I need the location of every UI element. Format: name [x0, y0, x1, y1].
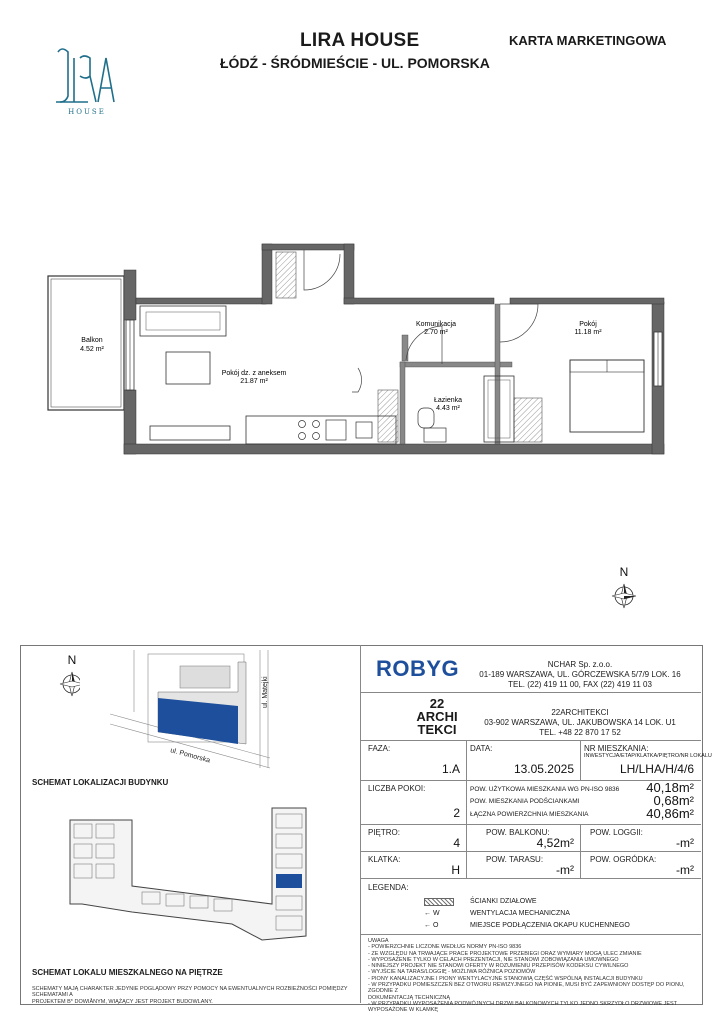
area-slope-label: POW. MIESZKANIA PODŚCIANKAMI [470, 798, 580, 805]
architect-tel: TEL. +48 22 870 17 52 [539, 728, 621, 737]
rooms-value: 2 [453, 806, 460, 820]
area-total-label: ŁĄCZNA POWIERZCHNIA MIESZKANIA [470, 811, 589, 818]
faza-label: FAZA: [368, 744, 391, 753]
room-living-name: Pokój dz. z aneksem [221, 370, 287, 377]
data-value: 13.05.2025 [513, 762, 574, 776]
floor-plan [40, 240, 690, 455]
nr-sub-label: INWESTYCJA/ETAP/KLATKA/PIĘTRO/NR LOKALU [584, 753, 712, 759]
project-location: ŁÓDŹ - ŚRÓDMIEŚCIE - UL. POMORSKA [220, 55, 490, 71]
nr-label: NR MIESZKANIA: [584, 744, 649, 753]
company-name: NCHAR Sp. z.o.o. [547, 660, 613, 669]
legend-symbol-vent: ← W [424, 910, 440, 917]
room-lazienka-name: Łazienka [433, 397, 463, 404]
stair-value: H [451, 863, 460, 877]
site-caption: SCHEMAT LOKALIZACJI BUDYNKU [32, 778, 169, 787]
compass-plan-n: N [619, 565, 629, 579]
company-info [470, 660, 690, 690]
site-map [110, 648, 280, 776]
area-total-value: 40,86m² [646, 806, 694, 821]
legend-hatch-swatch [424, 898, 454, 906]
floor-caption: SCHEMAT LOKALU MIESZKALNEGO NA PIĘTRZE [32, 968, 223, 977]
architect-info [470, 708, 690, 738]
legend-item-walls: ŚCIANKI DZIAŁOWE [470, 898, 537, 905]
garden-value: -m² [676, 863, 694, 877]
card-title: KARTA MARKETINGOWA [509, 33, 667, 48]
notes: UWAGA - POWIERZCHNIE LICZONE WEDŁUG NORMY PN-ISO 9836 - ZE WZGLĘDU NA TRWAJĄCE PRACE PROJEKTOWE PRZEBIEGI ORAZ WYMIARY MOGĄ ULEC ZMIANIE - WYPOSAŻENIE TYLKO W CELACH PREZENTACJI, NIE STANOWI ZOBOWIĄZANIA UMOWNEGO - NINIEJSZY PROJEKT NIE STANOWI OFERTY W ROZUMIENIU PRZEPISÓW KODEKSU CYWILNEGO - WYJŚCIE NA TARAS/LOGGIĘ - MOŻLIWA RÓŻNICA POZIOMÓW - PIONY KANALIZACYJNE I PIONY WENTYLACYJNE STANOWIĄ CZĘŚĆ WSPÓLNĄ INSTALACJI BUDYNKU - W PRZYPADKU POMIESZCZEŃ BEZ OTWORU REWIZYJNEGO NA PIONIE, MUSI BYĆ ZAPEWNIONY DOSTĘP DO PIONU, ZGODNIE Z DOKUMENTACJĄ TECHNICZNĄ - W PRZYPADKU WYPOSAŻENIA PODWÓJNYCH DRZWI BALKONOWYCH TYLKO JEDNO SKRZYDŁO DRZWIOWE JEST WYPOSAŻONE W KLAMKĘ [368, 938, 696, 1014]
garden-label: POW. OGRÓDKA: [590, 855, 657, 864]
legend-item-vent: WENTYLACJA MECHANICZNA [470, 910, 570, 917]
notes-title: UWAGA [368, 938, 389, 944]
company-tel: TEL. (22) 419 11 00, FAX (22) 419 11 03 [508, 680, 652, 689]
floor-schematic [62, 800, 312, 950]
floor-value: 4 [453, 836, 460, 850]
room-balkon-area: 4.52 m² [80, 346, 104, 353]
area-usable-label: POW. UŻYTKOWA MIESZKANIA WG PN-ISO 9836 [470, 786, 620, 793]
terrace-value: -m² [556, 863, 574, 877]
data-label: DATA: [470, 744, 493, 753]
loggia-label: POW. LOGGII: [590, 828, 643, 837]
balcony-label: POW. BALKONU: [486, 828, 550, 837]
nr-value: LH/LHA/H/4/6 [619, 762, 694, 776]
balcony-value: 4,52m² [536, 836, 574, 850]
rooms-label: LICZBA POKOI: [368, 784, 426, 793]
room-pokoj-name: Pokój [579, 321, 597, 328]
lira-house-logo [52, 44, 122, 116]
legend-symbol-hood: ← O [424, 922, 439, 929]
compass-site [40, 650, 80, 706]
room-living-area: 21.87 m² [240, 378, 268, 385]
compass-plan [606, 564, 642, 614]
room-pokoj-area: 11.18 m² [574, 329, 602, 336]
terrace-label: POW. TARASU: [486, 855, 544, 864]
project-title: LIRA HOUSE [300, 30, 420, 51]
room-lazienka-area: 4.43 m² [436, 405, 460, 412]
schematic-disclaimer: SCHEMATY MAJĄ CHARAKTER JEDYNIE POGLĄDOWY PRZY POMOCY NA EWENTUALNYCH ROZBIEŻNOŚCI POMIĘDZY SCHEMATAMI A PROJEKTEM B* DOWIÅNYM, WIĄŻĄCY JEST PROJEKT BUDOWLANY. [32, 986, 348, 1005]
logo-sub-text: HOUSE [68, 108, 106, 116]
robyg-logo: ROBYG [376, 656, 460, 681]
faza-value: 1.A [441, 762, 460, 776]
compass-site-n: N [67, 653, 77, 667]
legend-item-hood: MIEJSCE PODŁĄCZENIA OKAPU KUCHENNEGO [470, 922, 630, 929]
loggia-value: -m² [676, 836, 694, 850]
area-slope-value: 0,68m² [653, 793, 694, 808]
company-addr: 01-189 WARSZAWA, UL. GÓRCZEWSKA 5/7/9 LOK. 16 [479, 670, 681, 679]
street-pomorska: ul. Pomorska [169, 747, 211, 765]
floor-label: PIĘTRO: [368, 828, 401, 837]
architect-name: 22ARCHITEKCI [551, 708, 609, 717]
room-komunikacja-area: 2.70 m² [424, 329, 448, 336]
area-usable-value: 40,18m² [646, 780, 694, 795]
architect-addr: 03-902 WARSZAWA, UL. JAKUBOWSKA 14 LOK. U1 [484, 718, 676, 727]
room-komunikacja-name: Komunikacja [415, 321, 457, 328]
legend-title: LEGENDA: [368, 883, 409, 892]
architect-logo: 22 ARCHI TEKCI [416, 696, 458, 737]
street-matejki: ul. Matejki [262, 676, 269, 708]
room-balkon-name: Balkon [81, 337, 103, 344]
stair-label: KLATKA: [368, 855, 401, 864]
